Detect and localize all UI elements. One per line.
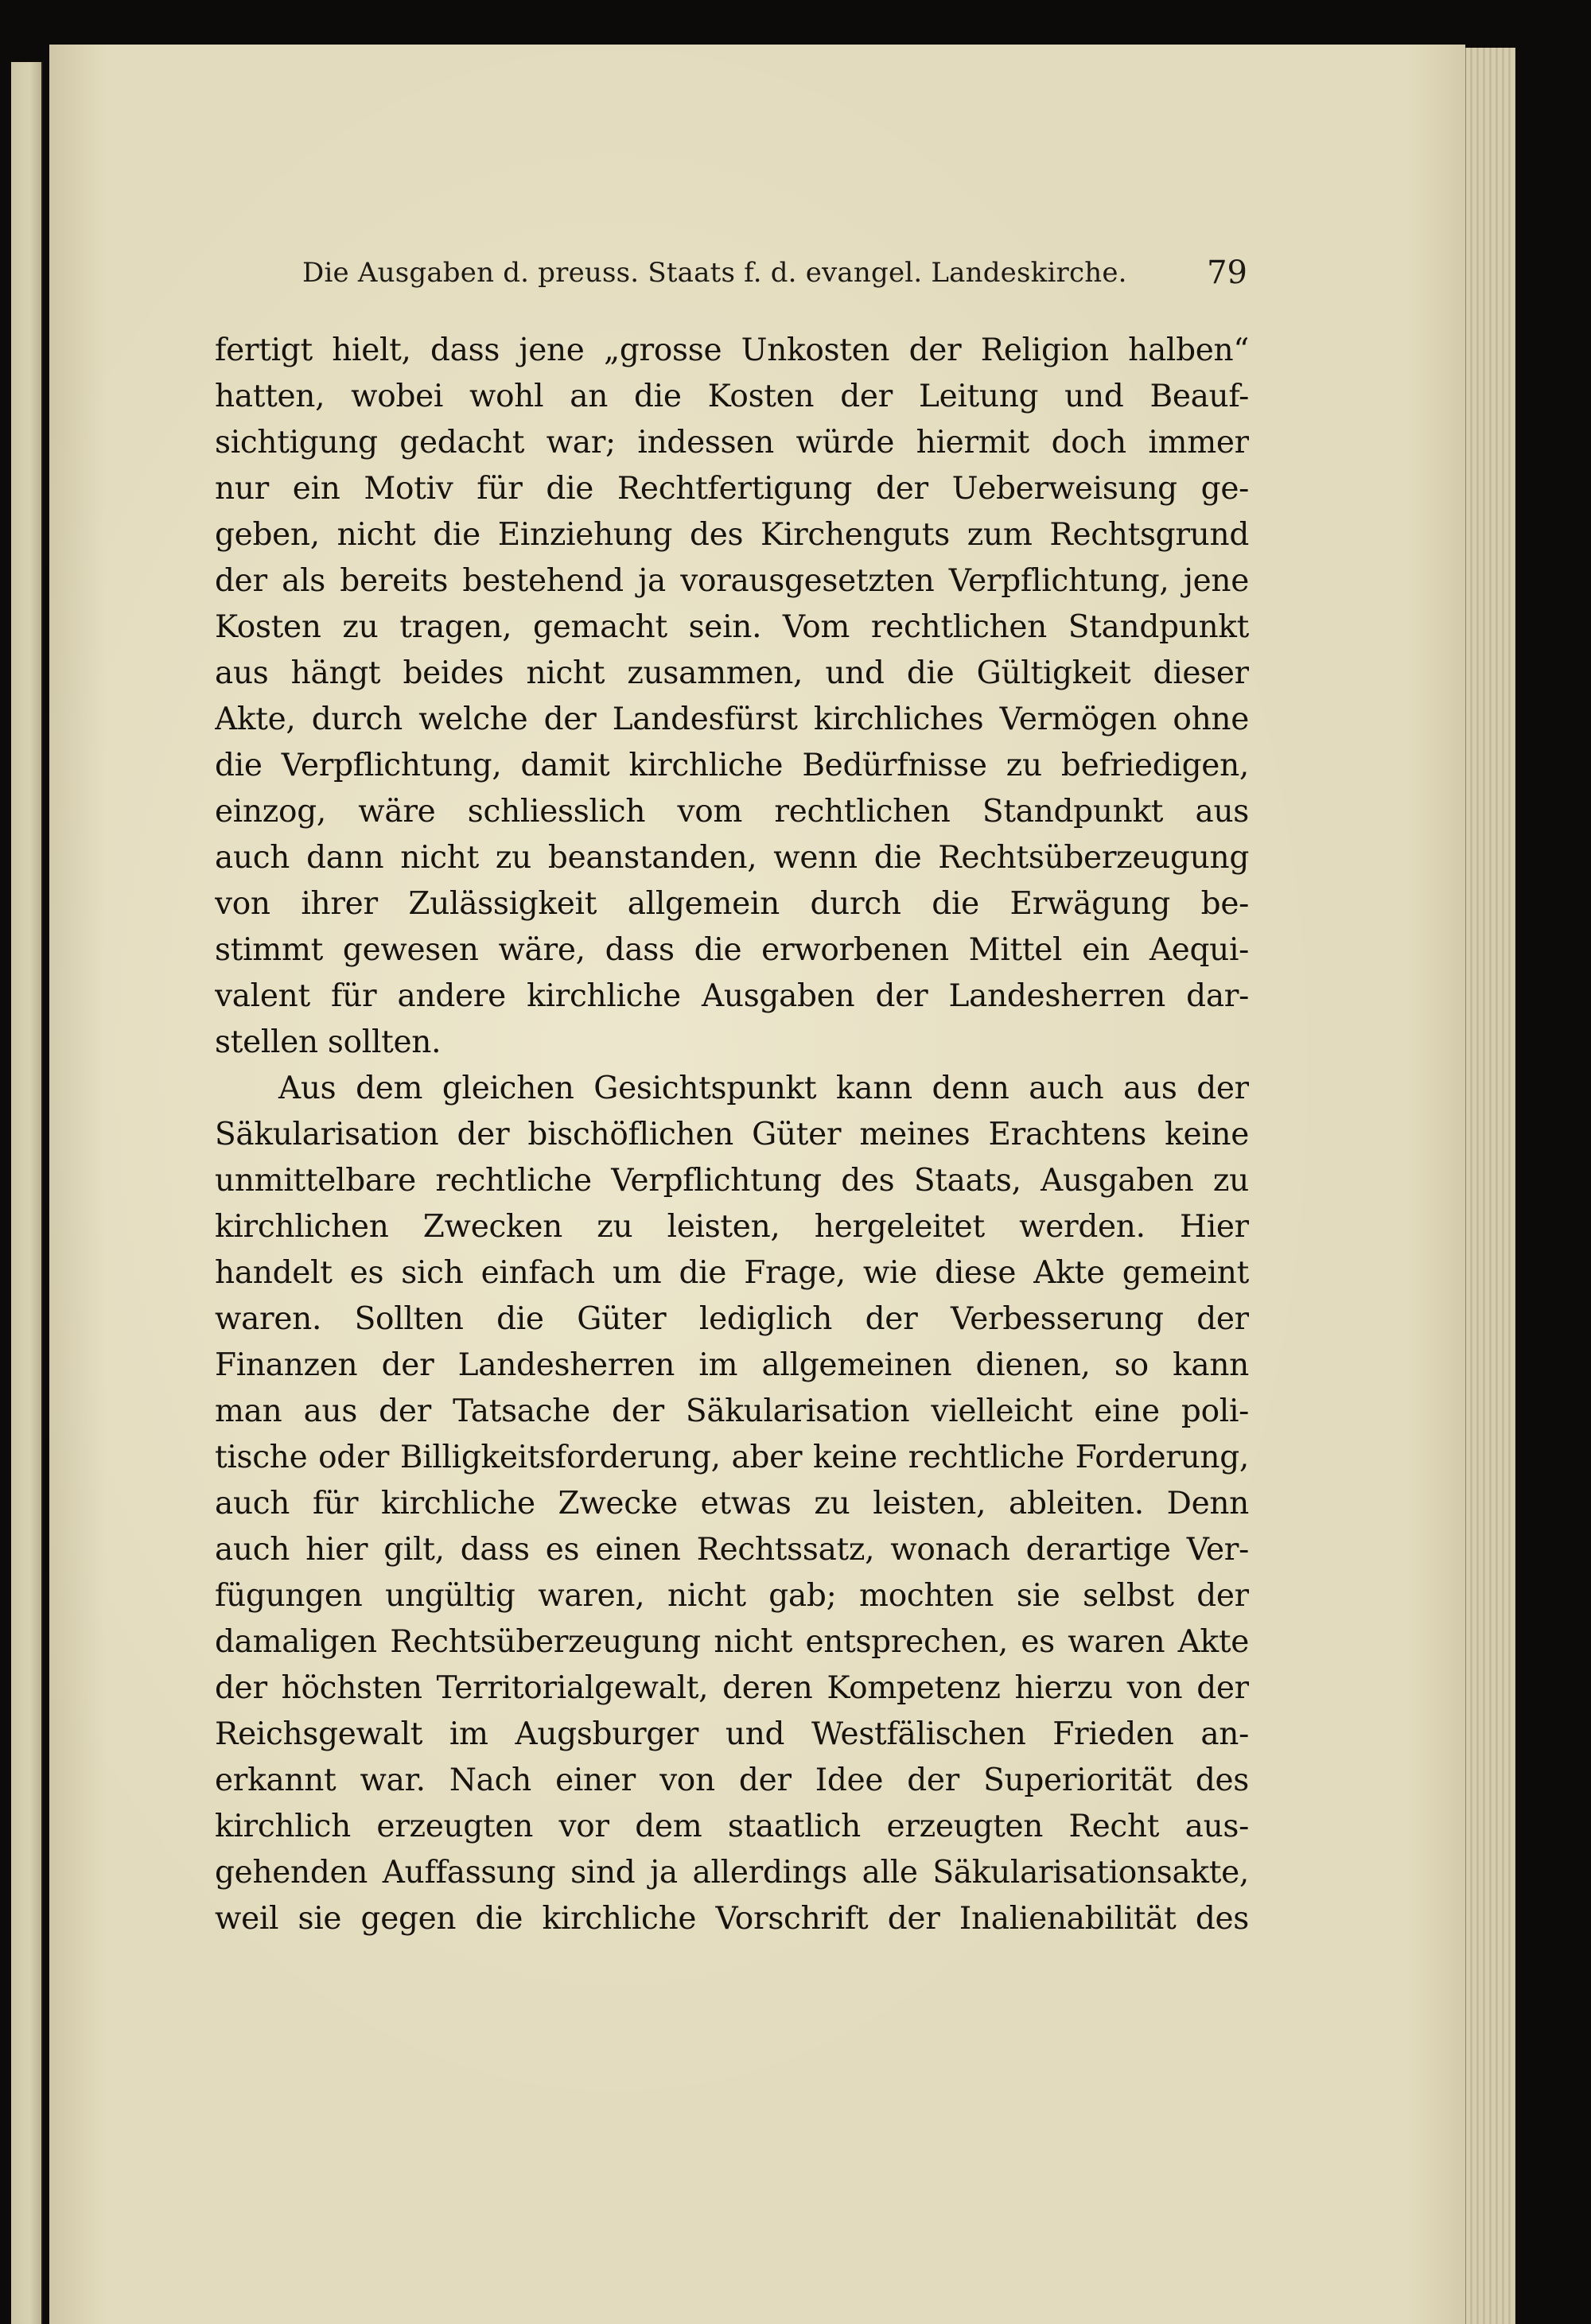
text-line: Akte, durch welche der Landesfürst kirchliches Vermögen ohne: [215, 701, 1249, 737]
text-line: Reichsgewalt im Augsburger und Westfälischen Frieden an-: [215, 1716, 1249, 1752]
text-line: auch für kirchliche Zwecke etwas zu leisten, ableiten. Denn: [215, 1486, 1249, 1521]
paragraph-first-line: Aus dem gleichen Gesichtspunkt kann denn auch aus der: [278, 1071, 1249, 1106]
text-line: fertigt hielt, dass jene „grosse Unkosten der Religion halben“: [215, 332, 1249, 368]
text-line: sichtigung gedacht war; indessen würde hiermit doch immer: [215, 425, 1249, 461]
text-line: man aus der Tatsache der Säkularisation vielleicht eine poli-: [215, 1393, 1249, 1429]
text-line: tische oder Billigkeitsforderung, aber keine rechtliche Forderung,: [215, 1440, 1249, 1475]
text-line: kirchlich erzeugten vor dem staatlich erzeugten Recht aus-: [215, 1809, 1249, 1844]
text-line: von ihrer Zulässigkeit allgemein durch die Erwägung be-: [215, 886, 1249, 922]
page-stack-edges: [1465, 48, 1515, 2324]
text-line: unmittelbare rechtliche Verpflichtung des Staats, Ausgaben zu: [215, 1163, 1249, 1199]
text-line: stimmt gewesen wäre, dass die erworbenen Mittel ein Aequi-: [215, 932, 1249, 968]
text-line: auch dann nicht zu beanstanden, wenn die Rechtsüberzeugung: [215, 840, 1249, 876]
text-line: fügungen ungültig waren, nicht gab; mochten sie selbst der: [215, 1578, 1249, 1614]
page-number: 79: [1207, 255, 1247, 291]
text-line: erkannt war. Nach einer von der Idee der Superiorität des: [215, 1762, 1249, 1798]
text-line: Finanzen der Landesherren im allgemeinen dienen, so kann: [215, 1347, 1249, 1383]
text-line: geben, nicht die Einziehung des Kirchenguts zum Rechtsgrund: [215, 517, 1249, 553]
text-line: handelt es sich einfach um die Frage, wie diese Akte gemeint: [215, 1255, 1249, 1291]
text-line: hatten, wobei wohl an die Kosten der Leitung und Beauf-: [215, 379, 1249, 414]
text-line: stellen sollten.: [215, 1024, 442, 1060]
text-line: einzog, wäre schliesslich vom rechtlichen Standpunkt aus: [215, 794, 1249, 830]
text-line: gehenden Auffassung sind ja allerdings alle Säkularisationsakte,: [215, 1855, 1249, 1891]
text-line: der höchsten Territorialgewalt, deren Kompetenz hierzu von der: [215, 1670, 1249, 1706]
text-line: weil sie gegen die kirchliche Vorschrift der Inalienabilität des: [215, 1901, 1249, 1937]
text-line: die Verpflichtung, damit kirchliche Bedürfnisse zu befriedigen,: [215, 748, 1249, 783]
text-line: damaligen Rechtsüberzeugung nicht entsprechen, es waren Akte: [215, 1624, 1249, 1660]
text-line: der als bereits bestehend ja vorausgesetzten Verpflichtung, jene: [215, 563, 1249, 599]
text-line: valent für andere kirchliche Ausgaben der Landesherren dar-: [215, 978, 1249, 1014]
text-line: auch hier gilt, dass es einen Rechtssatz, wonach derartige Ver-: [215, 1532, 1249, 1568]
running-head: Die Ausgaben d. preuss. Staats f. d. evangel. Landeskirche.: [302, 257, 1127, 289]
text-line: aus hängt beides nicht zusammen, und die Gültigkeit dieser: [215, 655, 1249, 691]
text-line: waren. Sollten die Güter lediglich der Verbesserung der: [215, 1301, 1249, 1337]
text-line: Säkularisation der bischöflichen Güter meines Erachtens keine: [215, 1117, 1249, 1152]
text-line: Kosten zu tragen, gemacht sein. Vom rechtlichen Standpunkt: [215, 609, 1249, 645]
body-text: [215, 328, 1249, 1942]
text-line: nur ein Motiv für die Rechtfertigung der Ueberweisung ge-: [215, 471, 1249, 507]
facing-page-edge: [11, 62, 43, 2324]
text-line: kirchlichen Zwecken zu leisten, hergeleitet werden. Hier: [215, 1209, 1249, 1245]
